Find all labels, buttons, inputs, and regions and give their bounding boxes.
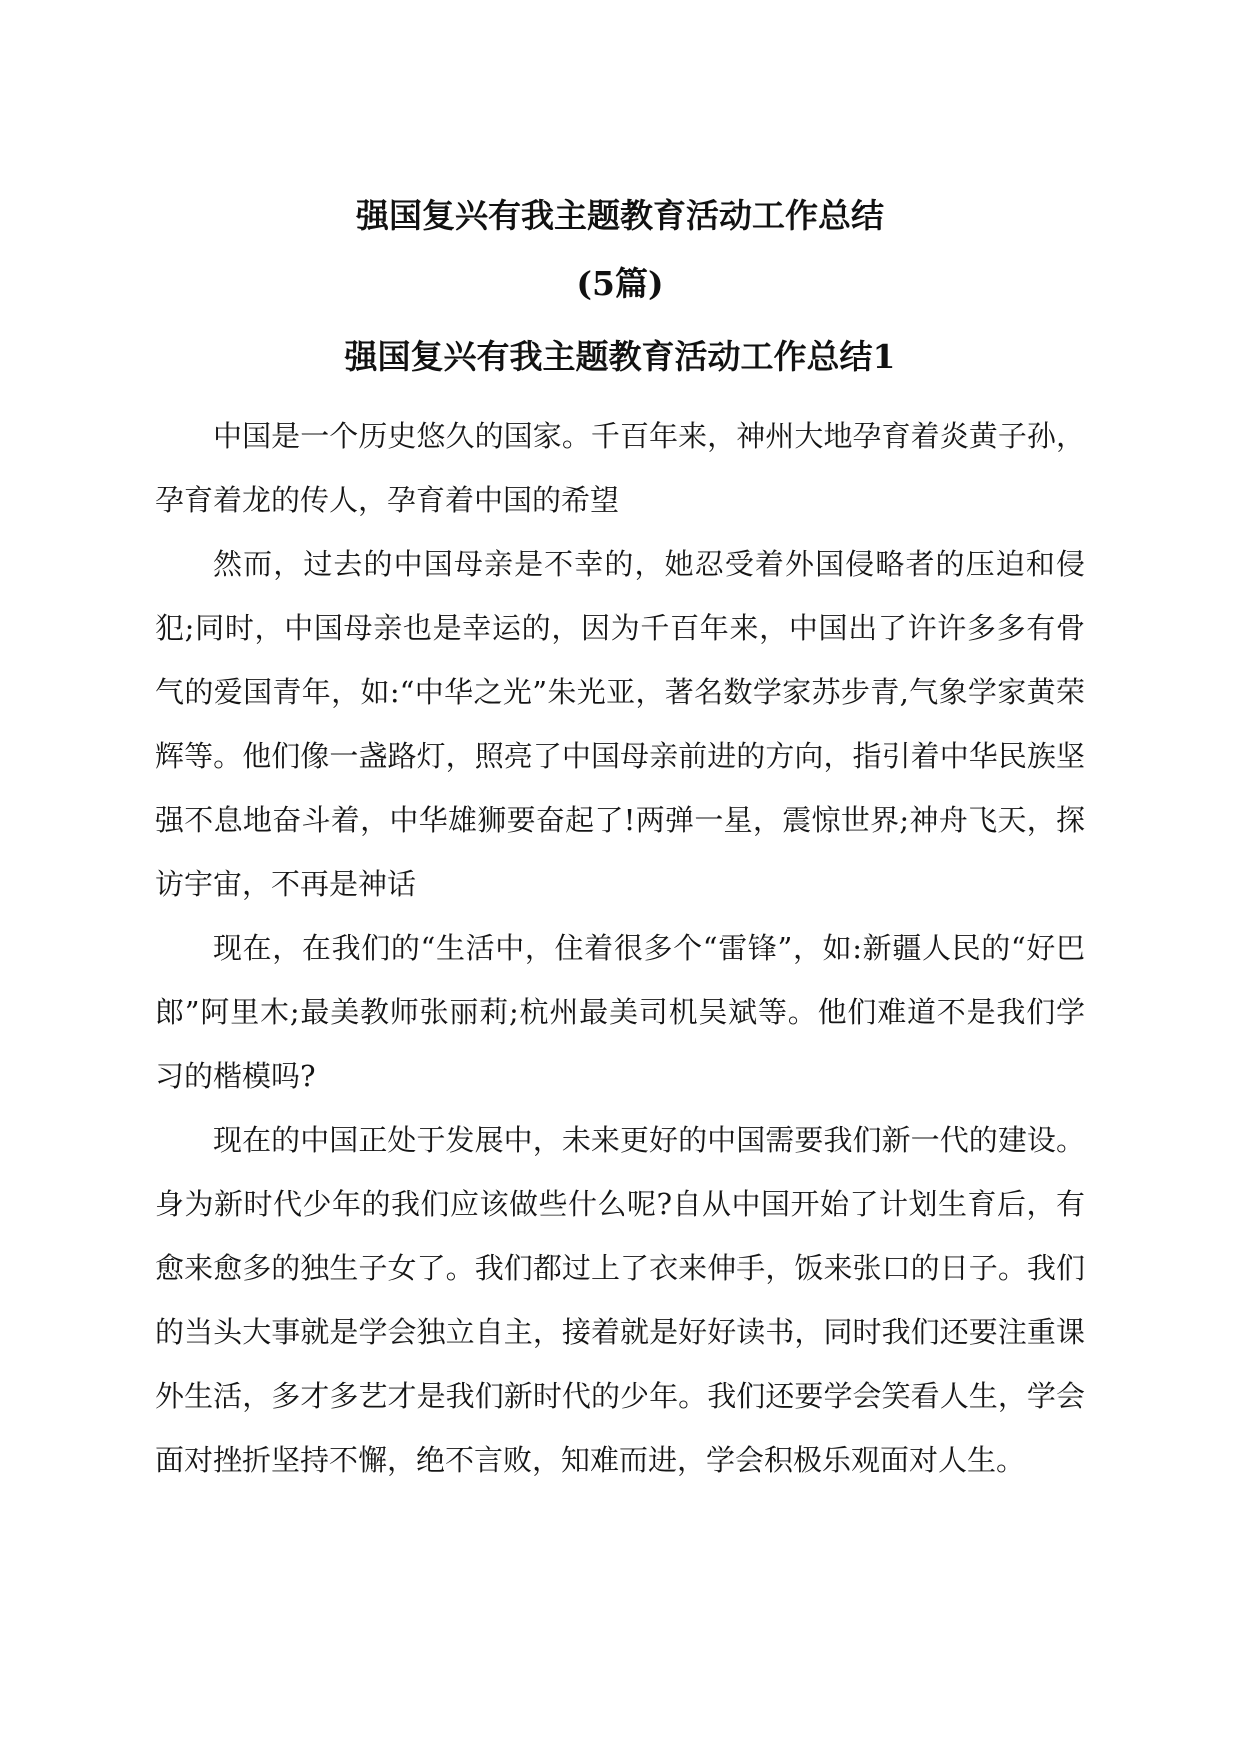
paragraph-3: 现在，在我们的“生活中，住着很多个“雷锋”，如:新疆人民的“好巴郎”阿里木;最美教师张丽莉;杭州最美司机吴斌等。他们难道不是我们学习的楷模吗?: [155, 931, 1085, 1093]
document-title: 强国复兴有我主题教育活动工作总结: [356, 196, 884, 235]
paragraph-4: 现在的中国正处于发展中，未来更好的中国需要我们新一代的建设。身为新时代少年的我们应该做些什么呢?自从中国开始了计划生育后，有愈来愈多的独生子女了。我们都过上了衣来伸手，饭来张口的日子。我们的当头大事就是学会独立自主，接着就是好好读书，同时我们还要注重课外生活，多才多艺才是我们新时代的少年。我们还要学会笑看人生，学会面对挫折坚持不懈，绝不言败，知难而进，学会积极乐观面对人生。: [155, 1123, 1085, 1477]
paragraph-1: 中国是一个历史悠久的国家。千百年来，神州大地孕育着炎黄子孙，孕育着龙的传人，孕育着中国的希望: [155, 419, 1085, 517]
paragraph-2: 然而，过去的中国母亲是不幸的，她忍受着外国侵略者的压迫和侵犯;同时，中国母亲也是幸运的，因为千百年来，中国出了许许多多有骨气的爱国青年，如:“中华之光”朱光亚，著名数学家苏步青,气象学家黄荣辉等。他们像一盏路灯，照亮了中国母亲前进的方向，指引着中华民族坚强不息地奋斗着，中华雄狮要奋起了!两弹一星，震惊世界;神舟飞天，探访宇宙，不再是神话: [155, 547, 1085, 901]
section-heading: 强国复兴有我主题教育活动工作总结1: [344, 337, 896, 376]
document-body: [155, 404, 1085, 1492]
document-subtitle: (5篇): [576, 264, 664, 303]
